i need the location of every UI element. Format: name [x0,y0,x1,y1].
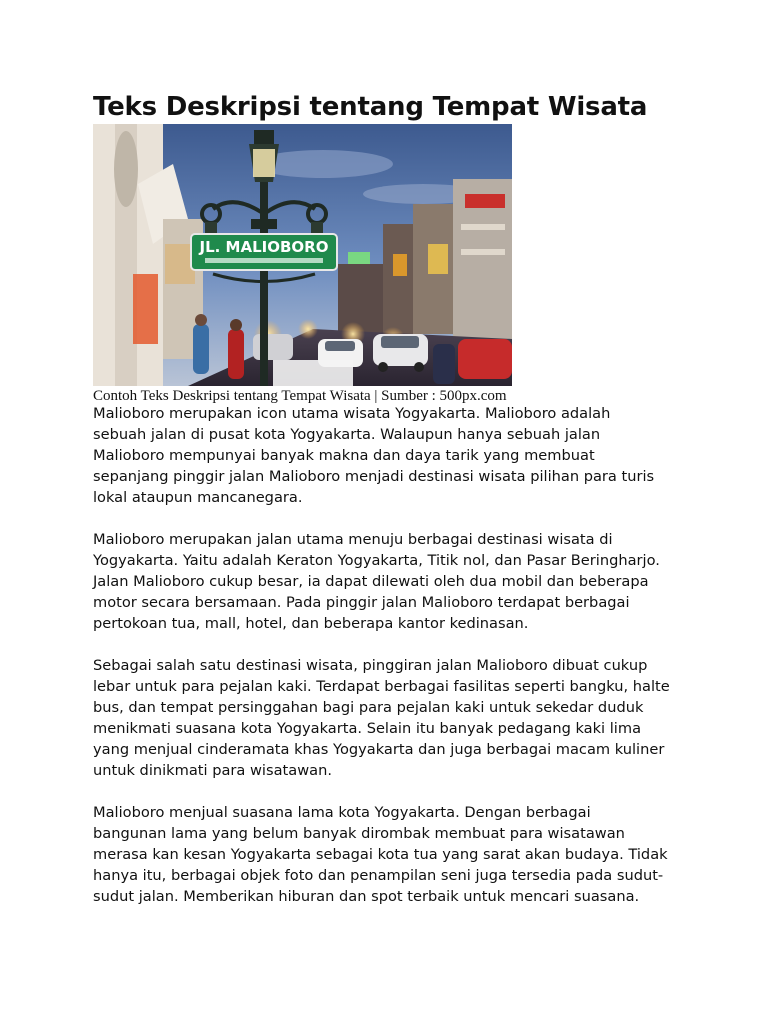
page-title: Teks Deskripsi tentang Tempat Wisata [93,92,648,122]
paragraph-line: Malioboro merupakan icon utama wisata Yogyakarta. Malioboro adalah [93,405,611,422]
paragraph-line: menikmati suasana kota Yogyakarta. Selain itu banyak pedagang kaki lima [93,720,642,737]
figure-caption: Contoh Teks Deskripsi tentang Tempat Wisata | Sumber : 500px.com [93,388,507,404]
paragraph-line: Malioboro mempunyai banyak makna dan daya tarik yang membuat [93,447,595,464]
paragraph-line: Jalan Malioboro cukup besar, ia dapat dilewati oleh dua mobil dan beberapa [93,573,649,590]
paragraph-line: yang menjual cinderamata khas Yogyakarta dan juga berbagai macam kuliner [93,741,665,758]
malioboro-street-photo [93,124,512,386]
paragraph-line: sepanjang pinggir jalan Malioboro menjadi destinasi wisata pilihan para turis [93,468,655,485]
paragraph-line: sudut jalan. Memberikan hiburan dan spot terbaik untuk mencari suasana. [93,888,640,905]
paragraph-line: untuk dinikmati para wisatawan. [93,762,332,779]
paragraph-line: bus, dan tempat persinggahan bagi para pejalan kaki untuk sekedar duduk [93,699,644,716]
body-text [93,403,673,928]
street-sign-text: JL. MALIOBORO [199,238,329,256]
paragraph-line: bangunan lama yang belum banyak dirombak membuat para wisatawan [93,825,625,842]
paragraph-line: pertokoan tua, mall, hotel, dan beberapa kantor kedinasan. [93,615,529,632]
paragraph-line: lokal ataupun mancanegara. [93,489,303,506]
paragraph-line: Yogyakarta. Yaitu adalah Keraton Yogyakarta, Titik nol, dan Pasar Beringharjo. [93,552,660,569]
paragraph-line: Malioboro menjual suasana lama kota Yogyakarta. Dengan berbagai [93,804,591,821]
paragraph [93,655,673,781]
paragraph-line: Sebagai salah satu destinasi wisata, pinggiran jalan Malioboro dibuat cukup [93,657,648,674]
paragraph-line: sebuah jalan di pusat kota Yogyakarta. Walaupun hanya sebuah jalan [93,426,601,443]
paragraph-line: Malioboro merupakan jalan utama menuju berbagai destinasi wisata di [93,531,613,548]
paragraph-line: hanya itu, berbagai objek foto dan penampilan seni juga tersedia pada sudut- [93,867,664,884]
paragraph-line: lebar untuk para pejalan kaki. Terdapat berbagai fasilitas seperti bangku, halte [93,678,670,695]
paragraph [93,802,673,907]
paragraph-line: merasa kan kesan Yogyakarta sebagai kota tua yang sarat akan budaya. Tidak [93,846,668,863]
paragraph-line: motor secara bersamaan. Pada pinggir jalan Malioboro terdapat berbagai [93,594,630,611]
paragraph [93,529,673,634]
paragraph [93,403,673,508]
